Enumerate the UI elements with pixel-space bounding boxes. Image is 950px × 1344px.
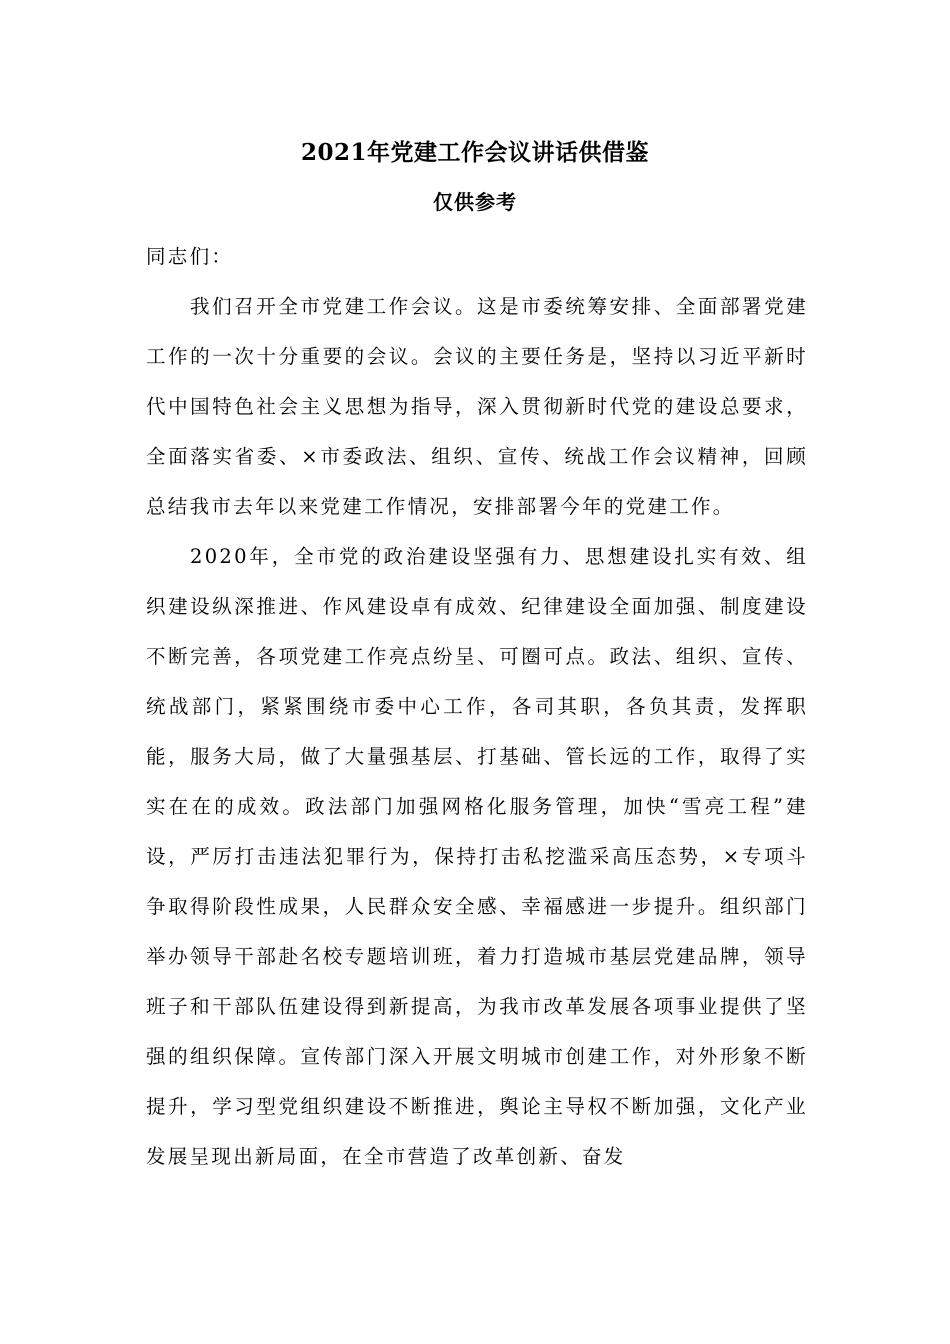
document-subtitle: 仅供参考 [433, 190, 517, 214]
paragraph: 2020年，全市党的政治建设坚强有力、思想建设扎实有效、组织建设纵深推进、作风建设卓有成效、纪律建设全面加强、制度建设不断完善，各项党建工作亮点纷呈、可圈可点。政法、组织、宣传、统战部门，紧紧围绕市委中心工作，各司其职，各负其责，发挥职能，服务大局，做了大量强基层、打基础、管长远的工作，取得了实实在在的成效。政法部门加强网格化服务管理，加快“雪亮工程”建设，严厉打击违法犯罪行为，保持打击私挖滥采高压态势，×专项斗争取得阶段性成果，人民群众安全感、幸福感进一步提升。组织部门举办领导干部赴名校专题培训班，着力打造城市基层党建品牌，领导班子和干部队伍建设得到新提高，为我市改革发展各项事业提供了坚强的组织保障。宣传部门深入开展文明城市创建工作，对外形象不断提升，学习型党组织建设不断推进，舆论主导权不断加强，文化产业发展呈现出新局面，在全市营造了改革创新、奋发 [146, 545, 808, 1168]
paragraph: 我们召开全市党建工作会议。这是市委统筹安排、全面部署党建工作的一次十分重要的会议。会议的主要任务是，坚持以习近平新时代中国特色社会主义思想为指导，深入贯彻新时代党的建设总要求，全面落实省委、×市委政法、组织、宣传、统战工作会议精神，回顾总结我市去年以来党建工作情况，安排部署今年的党建工作。 [146, 295, 808, 518]
document-body [146, 232, 808, 1182]
document-title: 2021年党建工作会议讲话供借鉴 [300, 139, 649, 166]
salutation: 同志们： [146, 245, 234, 268]
